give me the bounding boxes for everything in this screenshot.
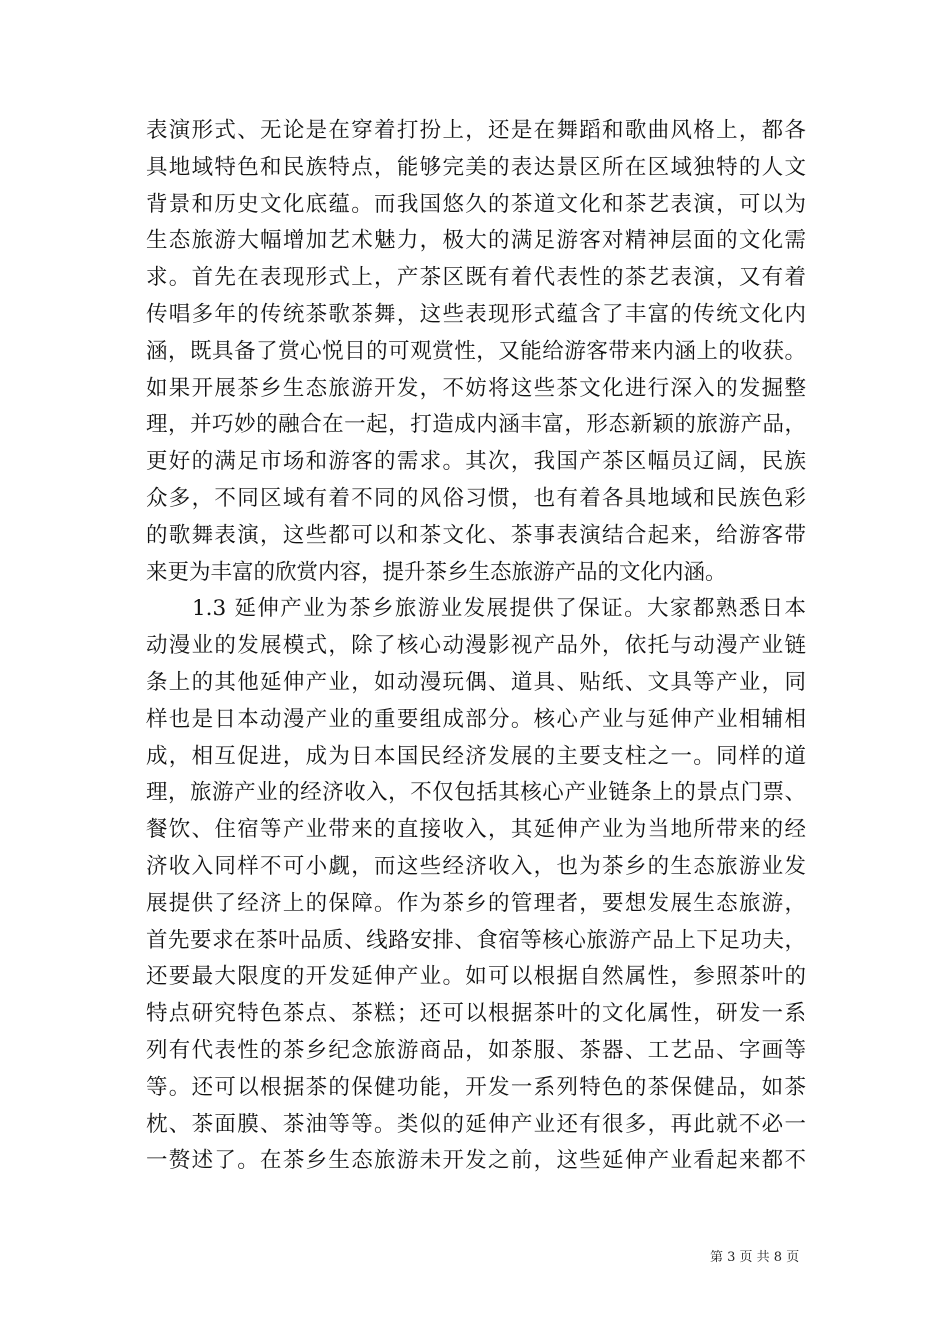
text-line: 枕、茶面膜、茶油等等。类似的延伸产业还有很多，再此就不必一 — [146, 1111, 806, 1137]
text-line: 首先要求在茶叶品质、线路安排、食宿等核心旅游产品上下足功夫， — [146, 927, 806, 953]
text-line: 餐饮、住宿等产业带来的直接收入，其延伸产业为当地所带来的经 — [146, 817, 806, 843]
text-line: 涵，既具备了赏心悦目的可观赏性，又能给游客带来内涵上的收获。 — [146, 338, 806, 364]
page-number-footer: 第 3 页 共 8 页 — [710, 1250, 800, 1265]
text-line: 背景和历史文化底蕴。而我国悠久的茶道文化和茶艺表演，可以为 — [146, 191, 806, 217]
text-line: 动漫业的发展模式，除了核心动漫影视产品外，依托与动漫产业链 — [146, 633, 806, 659]
text-line: 生态旅游大幅增加艺术魅力，极大的满足游客对精神层面的文化需 — [146, 228, 806, 254]
text-line: 如果开展茶乡生态旅游开发，不妨将这些茶文化进行深入的发掘整 — [146, 375, 806, 401]
section-heading-line: 1.3 延伸产业为茶乡旅游业发展提供了保证。大家都熟悉日本 — [192, 596, 806, 622]
text-line: 众多，不同区域有着不同的风俗习惯，也有着各具地域和民族色彩 — [146, 485, 806, 511]
text-line: 理，并巧妙的融合在一起，打造成内涵丰富，形态新颖的旅游产品， — [146, 412, 806, 438]
text-line: 理，旅游产业的经济收入，不仅包括其核心产业链条上的景点门票、 — [146, 780, 806, 806]
text-line: 条上的其他延伸产业，如动漫玩偶、道具、贴纸、文具等产业，同 — [146, 669, 806, 695]
text-line: 特点研究特色茶点、茶糕；还可以根据茶叶的文化属性，研发一系 — [146, 1001, 806, 1027]
text-line: 更好的满足市场和游客的需求。其次，我国产茶区幅员辽阔，民族 — [146, 449, 806, 475]
body-text — [146, 113, 806, 1180]
text-line: 表演形式、无论是在穿着打扮上，还是在舞蹈和歌曲风格上，都各 — [146, 118, 806, 143]
text-line: 求。首先在表现形式上，产茶区既有着代表性的茶艺表演，又有着 — [146, 265, 806, 291]
text-line: 等。还可以根据茶的保健功能，开发一系列特色的茶保健品，如茶 — [146, 1074, 806, 1100]
text-line: 一赘述了。在茶乡生态旅游未开发之前，这些延伸产业看起来都不 — [146, 1148, 806, 1174]
text-line: 成，相互促进，成为日本国民经济发展的主要支柱之一。同样的道 — [146, 743, 806, 769]
text-line: 的歌舞表演，这些都可以和茶文化、茶事表演结合起来，给游客带 — [146, 522, 806, 548]
text-line: 列有代表性的茶乡纪念旅游商品，如茶服、茶器、工艺品、字画等 — [146, 1037, 806, 1063]
text-line: 济收入同样不可小觑，而这些经济收入，也为茶乡的生态旅游业发 — [146, 853, 806, 879]
text-line: 传唱多年的传统茶歌茶舞，这些表现形式蕴含了丰富的传统文化内 — [146, 301, 806, 327]
text-line: 展提供了经济上的保障。作为茶乡的管理者，要想发展生态旅游， — [146, 890, 806, 916]
text-line: 具地域特色和民族特点，能够完美的表达景区所在区域独特的人文 — [146, 154, 806, 180]
text-line: 还要最大限度的开发延伸产业。如可以根据自然属性，参照茶叶的 — [146, 964, 806, 990]
text-line: 样也是日本动漫产业的重要组成部分。核心产业与延伸产业相辅相 — [146, 706, 806, 732]
text-line: 来更为丰富的欣赏内容，提升茶乡生态旅游产品的文化内涵。 — [146, 559, 727, 585]
